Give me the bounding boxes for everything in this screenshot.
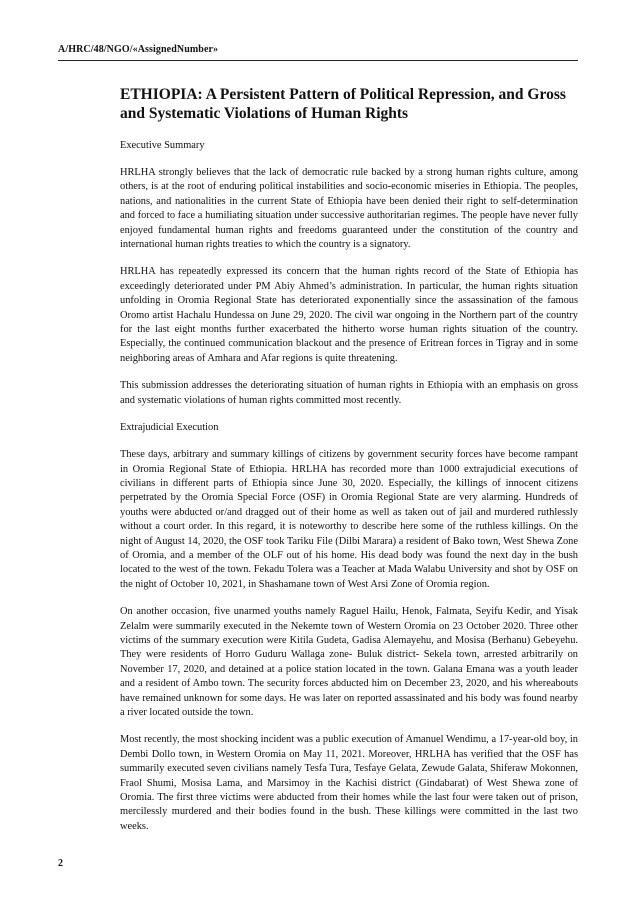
section-heading-executive-summary: Executive Summary: [120, 140, 205, 151]
paragraph: HRLHA strongly believes that the lack of democratic rule backed by a strong human rights culture, among others, is at the root of enduring political instabilities and socio-economic miseries in Ethiopia. The peoples, nations, and nationalities in the current State of Ethiopia have been denied their right to self-determination and forced to face a humiliating situation under successive authoritarian regimes. The people have never fully enjoyed fundamental human rights and freedoms guaranteed under the constitution of the country and international human rights treaties to which the country is a signatory.: [120, 167, 578, 251]
paragraph: HRLHA has repeatedly expressed its concern that the human rights record of the State of Ethiopia has exceedingly deteriorated under PM Abiy Ahmed’s administration. In particular, the human rights situation unfolding in Oromia Regional State has deteriorated exponentially since the assassination of the famous Oromo artist Hachalu Hundessa on June 29, 2020. The civil war ongoing in the Northern part of the country for the last eight months further exacerbated the hitherto worse human rights situation of the country. Especially, the continued communication blackout and the presence of Eritrean forces in Tigray and in some neighboring areas of Amhara and Afar regions is quite threatening.: [120, 266, 578, 364]
document-title: ETHIOPIA: A Persistent Pattern of Political Repression, and Gross and Systematic Violations of Human Rights: [120, 86, 566, 122]
paragraph: On another occasion, five unarmed youths namely Raguel Hailu, Henok, Falmata, Seyifu Kedir, and Yisak Zelalm were summarily executed in the Nekemte town of Western Oromia on 23 October 2020. Three other victims of the summary execution were Kitila Gudeta, Gadisa Alemayehu, and Mosisa (Berhanu) Gebeyehu. They were residents of Horro Guduru Wallaga zone- Buluk district- Sekela town, arrested arbitrarily on November 17, 2020, and detained at a police station located in the town. Galana Emana was a youth leader and a resident of Ambo town. The security forces abducted him on December 23, 2020, and his whereabouts have remained unknown for some days. He was later on reported assassinated and his body was found nearby a river located outside the town.: [120, 606, 578, 718]
header-divider: [58, 60, 578, 61]
page-number: 2: [58, 858, 63, 869]
document-body: [120, 86, 578, 847]
paragraph: These days, arbitrary and summary killings of citizens by government security forces have become rampant in Oromia Regional State of Ethiopia. HRLHA has recorded more than 1000 extrajudicial executions of civilians in different parts of Ethiopia since June 30, 2020. Especially, the killings of innocent citizens perpetrated by the Oromia Special Force (OSF) in Oromia Regional State are very alarming. Hundreds of youths were abducted or/and dragged out of their home as well as taken out of jail and murdered ruthlessly without a court order. In this regard, it is noteworthy to describe here some of the ruthless killings. On the night of August 14, 2020, the OSF took Tariku File (Dilbi Marara) a resident of Bako town, West Shewa Zone of Oromia, and a member of the OLF out of his home. His dead body was found the next day in the bush located to the west of the town. Fekadu Tolera was a Teacher at Mada Walabu University and shot by OSF on the night of October 10, 2021, in Shashamane town of West Arsi Zone of Oromia region.: [120, 449, 578, 590]
document-symbol-header: A/HRC/48/NGO/«AssignedNumber»: [58, 44, 219, 55]
section-heading-extrajudicial-execution: Extrajudicial Execution: [120, 422, 219, 434]
paragraph: Most recently, the most shocking incident was a public execution of Amanuel Wendimu, a 17-year-old boy, in Dembi Dollo town, in Western Oromia on May 11, 2021. Moreover, HRLHA has verified that the OSF has summarily executed seven civilians namely Tesfa Tura, Tesfaye Gelata, Zewude Galata, Shiferaw Mokonnen, Fraol Shumi, Mosisa Lama, and Marsimoy in the Kachisi district (Gindabarat) of West Shewa zone of Oromia. The first three victims were abducted from their homes while the last four were taken out of prison, mercilessly murdered and their bodies found in the bush. These killings were committed in the last two weeks.: [120, 734, 578, 832]
paragraph: This submission addresses the deteriorating situation of human rights in Ethiopia with an emphasis on gross and systematic violations of human rights committed most recently.: [120, 380, 578, 406]
